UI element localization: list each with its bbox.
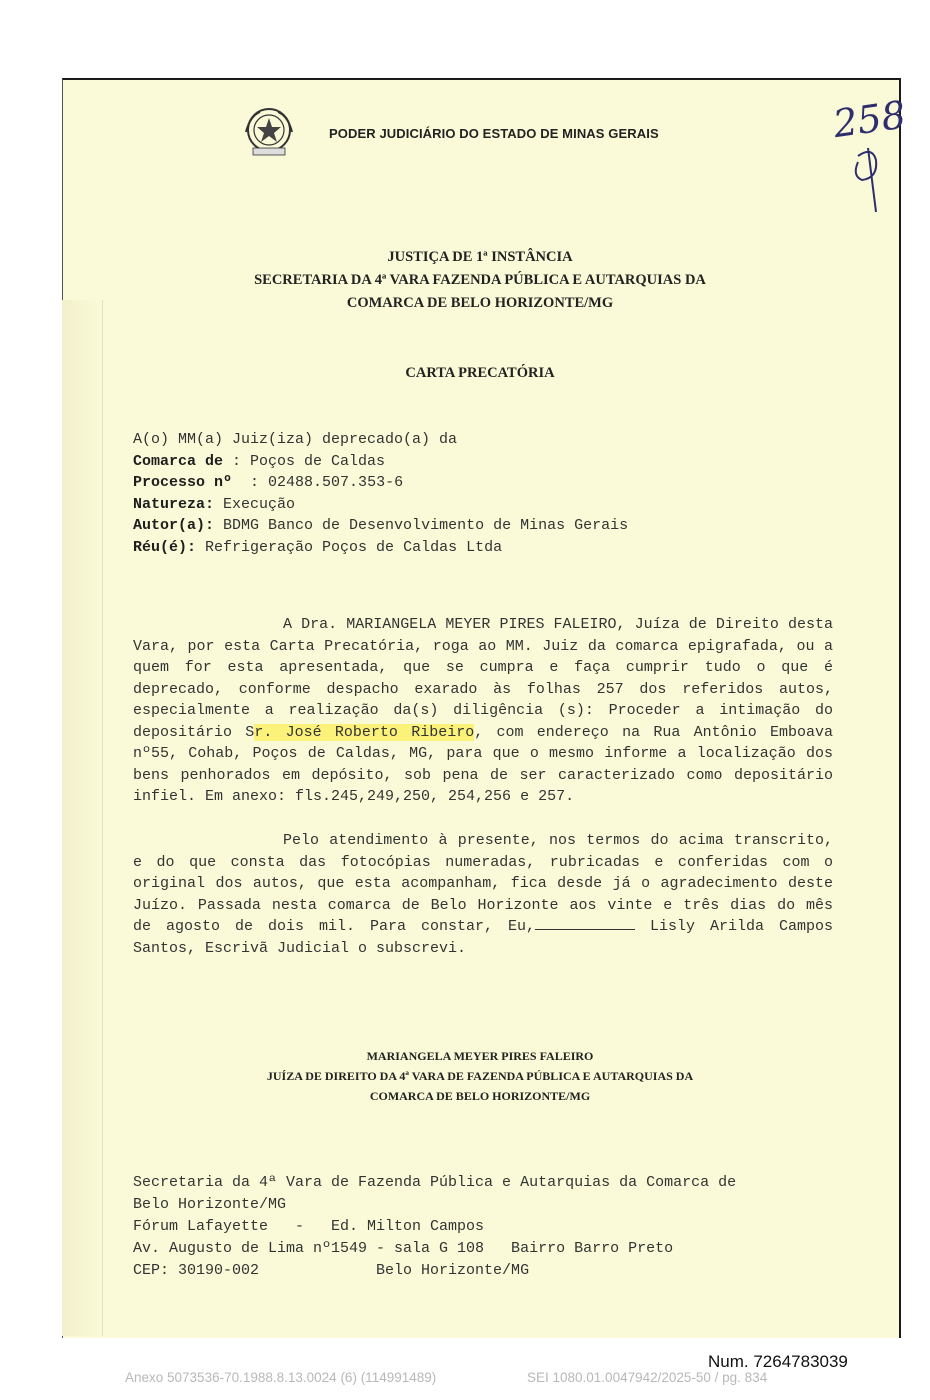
sei-reference: SEI 1080.01.0047942/2025-50 / pg. 834 [527,1370,768,1385]
address-line-1: Secretaria da 4ª Vara de Fazenda Pública e Autarquias da Comarca de [133,1174,737,1191]
header-title: PODER JUDICIÁRIO DO ESTADO DE MINAS GERAIS [329,126,659,141]
document-number: Num. 7264783039 [708,1352,848,1371]
signature-blank [535,917,635,930]
judge-role-1: JUÍZA DE DIREITO DA 4ª VARA DE FAZENDA PÚBLICA E AUTARQUIAS DA [266,1069,694,1083]
closing-paragraph: Pelo atendimento à presente, nos termos do acima transcrito, e do que consta das fotocópias numeradas, rubricadas e conferidas com o original dos autos, que esta acompanham, fica desde já o agradecimento deste Juízo. Passada nesta comarca de Belo Horizonte aos vinte e três dias do mês de agosto de dois mil. Para constar, Eu, Lisly Arilda Campos Santos, Escrivã Judicial o subscrevi. [133,832,833,957]
highlighted-depositary-name: r. José Roberto Ribeiro [254,723,475,741]
court-line-3: COMARCA DE BELO HORIZONTE/MG [346,295,614,311]
document-title: CARTA PRECATÓRIA [405,365,555,381]
court-heading [62,246,898,315]
judge-name: MARIANGELA MEYER PIRES FALEIRO [366,1049,594,1063]
case-fields [133,429,833,558]
request-paragraph: A Dra. MARIANGELA MEYER PIRES FALEIRO, Juíza de Direito desta Vara, por esta Carta Precatória, roga ao MM. Juiz da comarca epigrafada, ou a quem for esta apresentada, que se cumpra e faça cumprir tudo o que é deprecado, conforme despacho exarado às folhas 257 dos referidos autos, especialmente a realização da(s) diligência (s): Proceder a intimação do depositário Sr. José Roberto Ribeiro, com endereço na Rua Antônio Emboava nº55, Cohab, Poços de Caldas, MG, para que o mesmo informe a localização dos bens penhorados em depósito, sob pena de ser caracterizado como depositário infiel. Em anexo: fls.245,249,250, 254,256 e 257. [133,616,833,805]
court-line-2: SECRETARIA DA 4ª VARA FAZENDA PÚBLICA E AUTARQUIAS DA [254,272,706,288]
judge-signature-block [62,1046,898,1106]
field-comarca: Comarca de : Poços de Caldas [133,452,386,470]
addressee-line: A(o) MM(a) Juiz(iza) deprecado(a) da [133,431,458,448]
address-line-3: Fórum Lafayette - Ed. Milton Campos [133,1218,485,1235]
annex-reference: Anexo 5073536-70.1988.8.13.0024 (6) (114991489) [125,1370,437,1385]
address-line-5: CEP: 30190-002 Belo Horizonte/MG [133,1262,530,1279]
field-processo: Processo nº : 02488.507.353-6 [133,474,404,491]
address-line-2: Belo Horizonte/MG [133,1196,287,1213]
handwritten-number-text: 258 [830,92,909,147]
secretariat-address [133,1172,853,1282]
judge-role-2: COMARCA DE BELO HORIZONTE/MG [369,1089,591,1103]
court-line-1: JUSTIÇA DE 1ª INSTÂNCIA [387,249,573,265]
field-natureza: Natureza: Execução [133,495,296,513]
page-fold-shadow [62,300,103,1336]
field-reu: Réu(é): Refrigeração Poços de Caldas Ltda [133,538,503,556]
handwritten-page-number [828,86,909,212]
field-autor: Autor(a): BDMG Banco de Desenvolvimento de Minas Gerais [133,517,629,534]
address-line-4: Av. Augusto de Lima nº1549 - sala G 108 Bairro Barro Preto [133,1240,674,1257]
coat-of-arms-seal-icon [240,106,298,158]
